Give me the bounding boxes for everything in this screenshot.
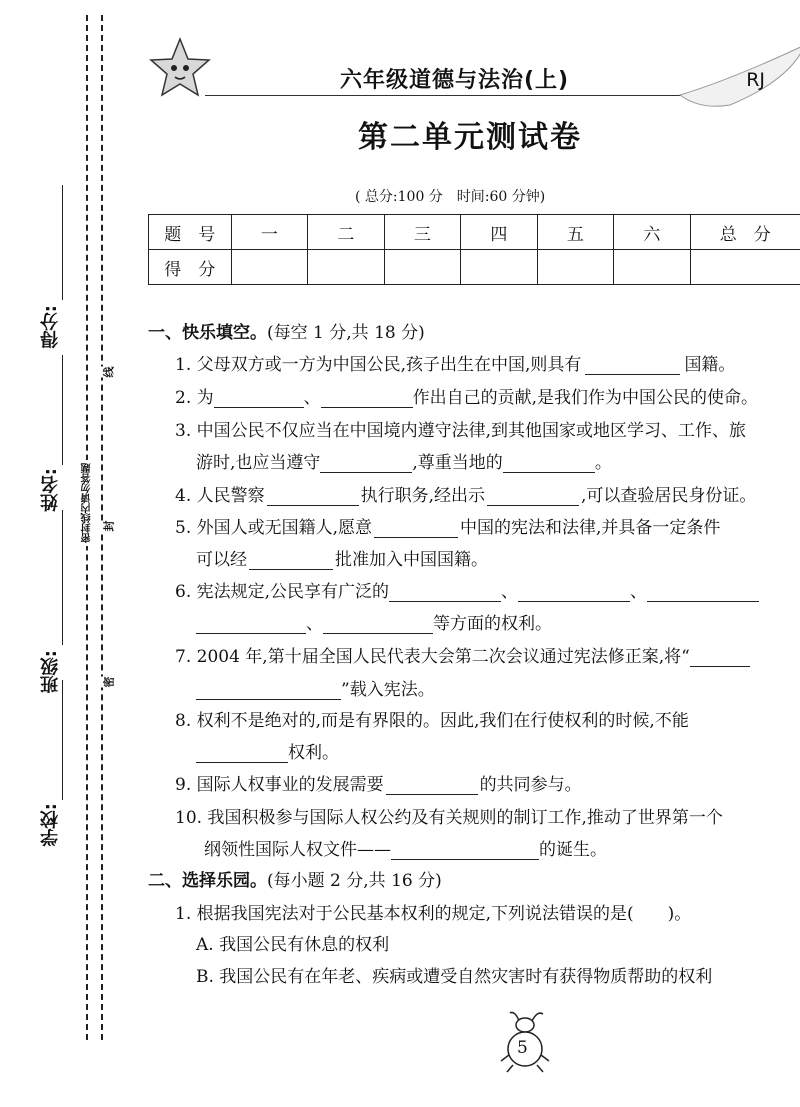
q10-text-b: 纲领性国际人权文件—— [204, 840, 391, 860]
q5-text-c: 可以经 [196, 550, 247, 570]
q8-blank[interactable] [196, 744, 288, 763]
school-label: 学校: [40, 803, 61, 847]
seal-char-feng: 封 [99, 521, 119, 532]
q6-sep-2: 、 [630, 582, 648, 602]
q4-blank-1[interactable] [267, 487, 359, 506]
feather-decoration-icon [670, 40, 800, 110]
class-field[interactable] [62, 510, 63, 645]
question-6 [175, 577, 759, 602]
page-header [145, 35, 800, 105]
q9-blank[interactable] [386, 776, 478, 795]
header-title: 六年级道德与法治(上) [340, 68, 570, 93]
section-1-note: (每空 1 分,共 18 分) [267, 323, 425, 343]
section-1-title: 一、快乐填空。 [148, 323, 267, 343]
q2-sep: 、 [303, 388, 321, 408]
question-8 [175, 706, 689, 731]
question-3 [175, 416, 746, 441]
q7-blank-1[interactable] [690, 648, 750, 667]
score-cell-1[interactable] [231, 250, 308, 285]
score-cell-4[interactable] [461, 250, 538, 285]
q3-blank-2[interactable] [503, 454, 595, 473]
q5-text-d: 批准加入中国国籍。 [335, 550, 488, 570]
q6-sep-1: 、 [501, 582, 519, 602]
question-6-cont [196, 609, 552, 634]
question-1 [175, 350, 735, 375]
q6-blank-1[interactable] [389, 583, 501, 602]
q6-blank-5[interactable] [323, 615, 433, 634]
mc-option-b[interactable]: B. 我国公民有在年老、疾病或遭受自然灾害时有获得物质帮助的权利 [196, 967, 713, 987]
header-rule [205, 95, 745, 96]
q5-text: 5. 外国人或无国籍人,愿意 [175, 518, 373, 538]
seal-note: 密封线内请勿答题 [80, 460, 95, 546]
mc-question-1: 1. 根据我国宪法对于公民基本权利的规定,下列说法错误的是( )。 [175, 904, 692, 924]
q6-text: 6. 宪法规定,公民享有广泛的 [175, 582, 390, 602]
q7-blank-2[interactable] [196, 681, 341, 700]
q10-text-end: 的诞生。 [539, 840, 607, 860]
score-cell-total[interactable] [690, 250, 800, 285]
q2-blank-1[interactable] [214, 389, 304, 408]
q6-blank-2[interactable] [518, 583, 630, 602]
q4-text-b: 执行职务,经出示 [360, 486, 486, 506]
class-label: 班级: [40, 650, 61, 694]
score-header-cell: 五 [537, 215, 614, 250]
q3-text-c: ,尊重当地的 [412, 453, 503, 473]
question-2 [175, 383, 758, 408]
edition-badge: RJ [746, 69, 765, 91]
section-1-heading [148, 318, 425, 343]
q8-text: 8. 权利不是绝对的,而是有界限的。因此,我们在行使权利的时候,不能 [175, 711, 689, 731]
question-10-cont [204, 835, 607, 860]
q5-text-b: 中国的宪法和法律,并具备一定条件 [460, 518, 721, 538]
q7-text-end: ”载入宪法。 [341, 680, 435, 700]
q4-text: 4. 人民警察 [175, 486, 265, 506]
score-value-row [149, 250, 800, 285]
question-4 [175, 481, 756, 506]
q2-text-end: 作出自己的贡献,是我们作为中国公民的使命。 [412, 388, 759, 408]
score-field[interactable] [62, 185, 63, 300]
q1-text: 1. 父母双方或一方为中国公民,孩子出生在中国,则具有 [175, 355, 582, 375]
score-header-cell: 题 号 [149, 215, 232, 250]
q4-blank-2[interactable] [487, 487, 579, 506]
question-7 [175, 642, 750, 667]
score-cell-2[interactable] [308, 250, 385, 285]
score-row-label: 得 分 [149, 250, 232, 285]
q6-sep-3: 、 [306, 614, 323, 634]
score-header-cell: 二 [308, 215, 385, 250]
question-8-cont [196, 738, 339, 763]
question-5-cont [196, 545, 488, 570]
page-number-badge [495, 1005, 555, 1075]
question-10 [175, 803, 723, 828]
q2-text: 2. 为 [175, 388, 214, 408]
score-label: 得分: [40, 305, 61, 349]
score-header-cell: 四 [461, 215, 538, 250]
test-meta: ( 总分:100 分 时间:60 分钟) [355, 189, 546, 205]
score-header-cell: 总 分 [690, 215, 800, 250]
seal-char-xian: 线 [99, 367, 119, 378]
score-header-cell: 六 [614, 215, 691, 250]
q5-blank-2[interactable] [249, 551, 333, 570]
score-table [148, 214, 800, 285]
binding-margin [0, 0, 130, 1107]
score-header-cell: 三 [384, 215, 461, 250]
q9-text: 9. 国际人权事业的发展需要 [175, 775, 384, 795]
section-2-note: (每小题 2 分,共 16 分) [267, 871, 442, 891]
q3-text-b: 游时,也应当遵守 [196, 453, 321, 473]
seal-char-mi: 密 [99, 677, 119, 688]
question-5 [175, 513, 720, 538]
q2-blank-2[interactable] [321, 389, 413, 408]
q4-text-c: ,可以查验居民身份证。 [581, 486, 757, 506]
section-2-title: 二、选择乐园。 [148, 871, 267, 891]
q3-text-d: 。 [594, 453, 612, 473]
score-cell-6[interactable] [614, 250, 691, 285]
score-cell-5[interactable] [537, 250, 614, 285]
q3-text: 3. 中国公民不仅应当在中国境内遵守法律,到其他国家或地区学习、工作、旅 [175, 421, 747, 441]
school-field[interactable] [62, 680, 63, 800]
question-7-cont [196, 675, 435, 700]
score-header-cell: 一 [231, 215, 308, 250]
q6-blank-3[interactable] [647, 583, 759, 602]
score-header-row [149, 215, 800, 250]
q3-blank-1[interactable] [320, 454, 412, 473]
q10-text: 10. 我国积极参与国际人权公约及有关规则的制订工作,推动了世界第一个 [175, 808, 723, 828]
q1-blank[interactable] [585, 356, 680, 375]
q5-blank-1[interactable] [374, 519, 458, 538]
q6-text-end: 等方面的权利。 [433, 614, 552, 634]
q7-text: 7. 2004 年,第十届全国人民代表大会第二次会议通过宪法修正案,将“ [175, 647, 690, 667]
page-number: 5 [517, 1038, 528, 1058]
q8-text-end: 权利。 [288, 743, 339, 763]
page-title: 第二单元测试卷 [358, 120, 582, 155]
score-cell-3[interactable] [384, 250, 461, 285]
question-9 [175, 770, 582, 795]
q9-text-end: 的共同参与。 [479, 775, 582, 795]
name-field[interactable] [62, 355, 63, 465]
name-label: 姓名: [40, 468, 61, 512]
mc-option-a[interactable]: A. 我国公民有休息的权利 [196, 935, 390, 955]
section-2-heading [148, 866, 442, 891]
q6-blank-4[interactable] [196, 615, 306, 634]
question-3-cont [196, 448, 612, 473]
q10-blank[interactable] [391, 841, 539, 860]
q1-text-end: 国籍。 [684, 355, 736, 375]
